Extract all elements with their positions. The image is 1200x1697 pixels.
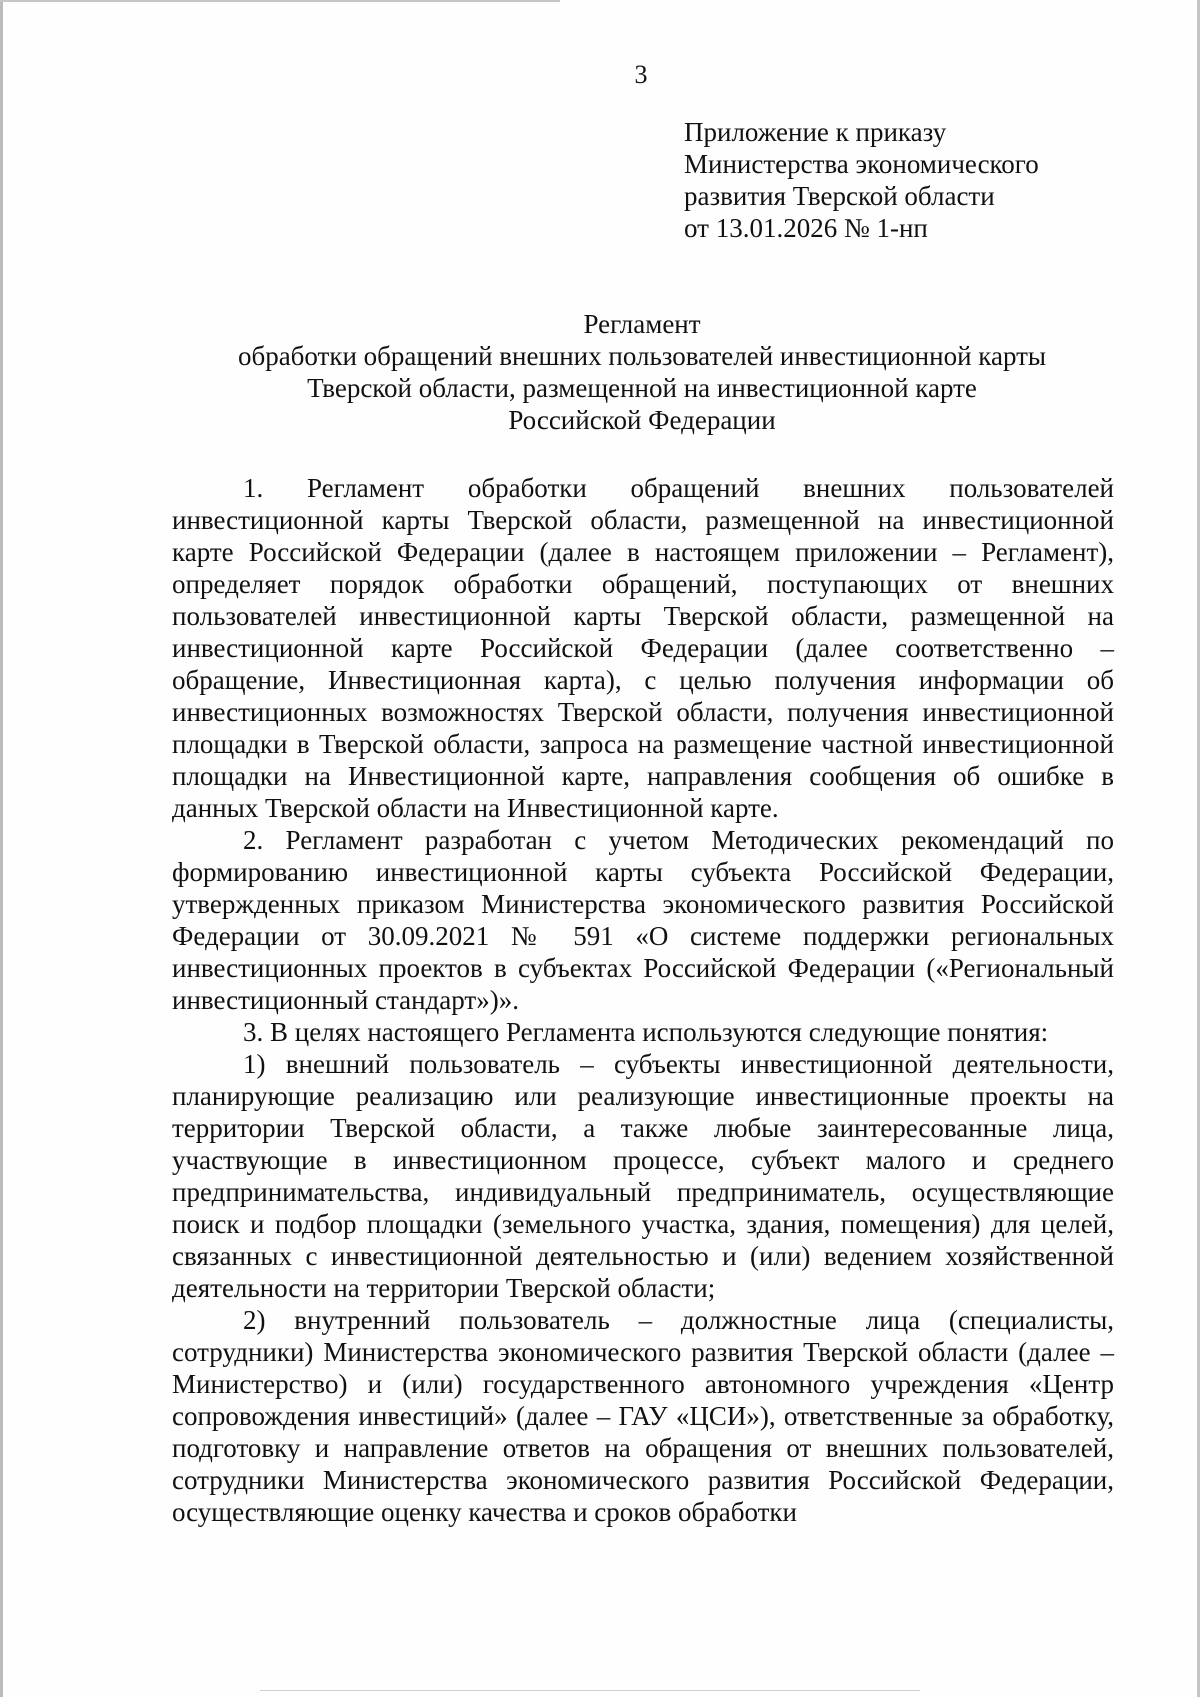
paragraph: 1) внешний пользователь – субъекты инвестиционной деятельности, планирующие реализацию или реализующие инвестиционные проекты на территории Тверской области, а также любые заинтересованные лица, участвующие в инвестиционном процессе, субъект малого и среднего предпринимательства, индивидуальный предприниматель, осуществляющие поиск и подбор площадки (земельного участка, здания, помещения) для целей, связанных с инвестиционной деятельностью и (или) ведением хозяйственной деятельности на территории Тверской области; [172,1049,1114,1303]
title-line: Российской Федерации [508,405,776,435]
scan-edge-top [0,0,560,2]
document-body [172,472,1114,1528]
appendix-line: от 13.01.2026 № 1-нп [684,213,928,243]
paragraph: 2. Регламент разработан с учетом Методических рекомендаций по формированию инвестиционной карты субъекта Российской Федерации, утвержденных приказом Министерства экономического развития Российской Федерации от 30.09.2021 № 591 «О системе поддержки региональных инвестиционных проектов в субъектах Российской Федерации («Региональный инвестиционный стандарт»)». [172,825,1114,1015]
appendix-header [684,116,1134,244]
scan-edge-bottom [260,1690,920,1691]
document-title [172,308,1112,436]
paragraph: 1. Регламент обработки обращений внешних пользователей инвестиционной карты Тверской области, размещенной на инвестиционной карте Российской Федерации (далее в настоящем приложении – Регламент), определяет порядок обработки обращений, поступающих от внешних пользователей инвестиционной карты Тверской области, размещенной на инвестиционной карте Российской Федерации (далее соответственно – обращение, Инвестиционная карта), с целью получения информации об инвестиционных возможностях Тверской области, получения инвестиционной площадки в Тверской области, запроса на размещение частной инвестиционной площадки на Инвестиционной карте, направления сообщения об ошибке в данных Тверской области на Инвестиционной карте. [172,473,1114,823]
title-line: Тверской области, размещенной на инвестиционной карте [307,373,977,403]
paragraph: 2) внутренний пользователь – должностные лица (специалисты, сотрудники) Министерства экономического развития Тверской области (далее – Министерство) и (или) государственного автономного учреждения «Центр сопровождения инвестиций» (далее – ГАУ «ЦСИ»), ответственные за обработку, подготовку и направление ответов на обращения от внешних пользователей, сотрудники Министерства экономического развития Российской Федерации, осуществляющие оценку качества и сроков обработки [172,1305,1114,1527]
scan-edge-left [0,0,3,1697]
appendix-line: развития Тверской области [684,181,995,211]
paragraph: 3. В целях настоящего Регламента используются следующие понятия: [243,1017,1049,1047]
title-line: обработки обращений внешних пользователей инвестиционной карты [237,341,1047,371]
appendix-line: Министерства экономического [684,149,1039,179]
title-line: Регламент [583,309,701,339]
appendix-line: Приложение к приказу [684,117,947,147]
page-number: 3 [634,60,648,89]
